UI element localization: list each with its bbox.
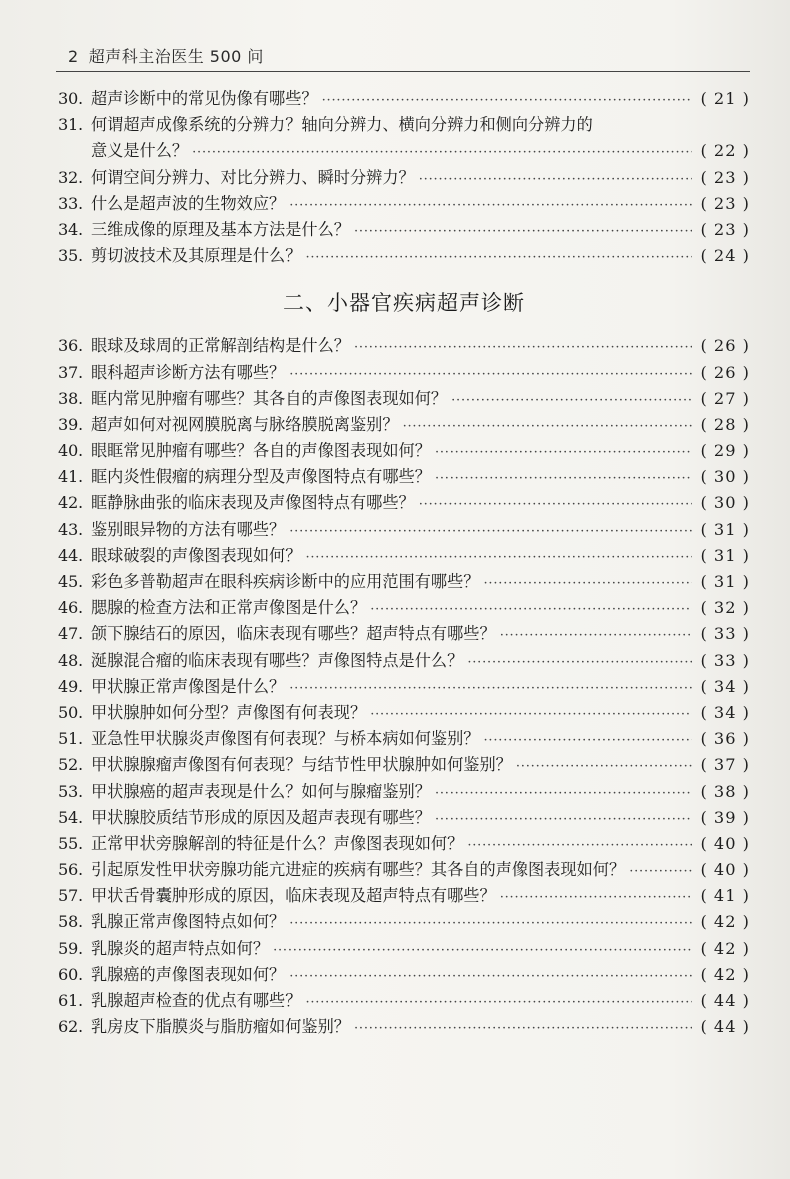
entry-title: 乳腺炎的超声特点如何？	[91, 938, 270, 958]
entry-title: 眶内常见肿瘤有哪些？其各自的声像图表现如何？	[91, 388, 448, 408]
entry-title: 腮腺的检查方法和正常声像图是什么？	[91, 598, 367, 618]
toc-entry[interactable]	[58, 857, 750, 883]
entry-number: 31.	[58, 115, 83, 135]
entry-title: 眼科超声诊断方法有哪些？	[91, 362, 286, 382]
entry-number: 38.	[58, 388, 83, 408]
entry-number: 57.	[58, 886, 83, 906]
entry-page-number: ( 31 )	[700, 572, 750, 591]
dot-leader	[354, 335, 692, 361]
entry-number: 42.	[58, 493, 83, 513]
entry-page-number: ( 26 )	[700, 362, 750, 382]
entry-page-number: ( 40 )	[700, 833, 750, 853]
entry-number: 61.	[58, 991, 83, 1010]
entry-title: 正常甲状旁腺解剖的特征是什么？声像图表现如何？	[91, 833, 464, 853]
dot-leader	[516, 754, 692, 780]
entry-title: 乳腺癌的声像图表现如何？	[91, 964, 286, 984]
toc-entry[interactable]	[58, 1014, 750, 1040]
entry-page-number: ( 36 )	[700, 729, 750, 749]
entry-page-number: ( 27 )	[700, 388, 750, 408]
entry-number: 41.	[58, 467, 83, 487]
toc-entry[interactable]	[58, 243, 750, 269]
toc-entry[interactable]	[58, 543, 750, 569]
entry-title: 什么是超声波的生物效应？	[91, 193, 286, 213]
dot-leader	[370, 597, 692, 623]
dot-leader	[435, 807, 692, 833]
toc-entry[interactable]	[58, 883, 750, 909]
entry-number: 34.	[58, 219, 83, 239]
dot-leader	[500, 623, 692, 649]
entry-page-number: ( 22 )	[700, 141, 750, 161]
entry-page-number: ( 39 )	[700, 807, 750, 827]
dot-leader	[192, 140, 692, 166]
entry-page-number: ( 41 )	[700, 886, 750, 906]
toc-entry[interactable]	[58, 700, 750, 726]
entry-number: 48.	[58, 650, 83, 670]
toc-entry[interactable]	[58, 165, 750, 191]
toc-entry[interactable]	[58, 674, 750, 700]
entry-title-continuation: 意义是什么？	[91, 141, 189, 161]
entry-title: 亚急性甲状腺炎声像图有何表现？与桥本病如何鉴别？	[91, 729, 480, 749]
entry-title: 超声诊断中的常见伪像有哪些？	[91, 89, 318, 108]
entry-title: 甲状腺胶质结节形成的原因及超声表现有哪些？	[91, 807, 431, 827]
dot-leader	[629, 859, 692, 885]
toc-entry[interactable]	[58, 112, 750, 138]
dot-leader	[289, 964, 692, 990]
toc-entry[interactable]	[58, 595, 750, 621]
entry-number: 30.	[58, 89, 83, 108]
section-heading: 二、小器官疾病超声诊断	[283, 291, 525, 316]
toc-entry[interactable]	[58, 360, 750, 386]
toc-entry[interactable]	[58, 909, 750, 935]
dot-leader	[289, 911, 692, 937]
entry-number: 47.	[58, 624, 83, 644]
entry-page-number: ( 34 )	[700, 676, 750, 696]
toc-entry[interactable]	[58, 333, 750, 359]
entry-page-number: ( 42 )	[700, 964, 750, 984]
toc-entry[interactable]	[58, 621, 750, 647]
entry-number: 58.	[58, 912, 83, 932]
entry-title: 何谓超声成像系统的分辨力？轴向分辨力、横向分辨力和侧向分辨力的	[91, 115, 593, 135]
entry-title: 甲状腺肿如何分型？声像图有何表现？	[91, 702, 367, 722]
toc-entry[interactable]	[58, 779, 750, 805]
dot-leader	[467, 833, 692, 859]
entry-page-number: ( 44 )	[700, 1017, 750, 1037]
entry-number: 55.	[58, 833, 83, 853]
toc-entry[interactable]	[58, 648, 750, 674]
entry-title: 引起原发性甲状旁腺功能亢进症的疾病有哪些？其各自的声像图表现如何？	[91, 860, 626, 880]
entry-title: 超声如何对视网膜脱离与脉络膜脱离鉴别？	[91, 414, 399, 434]
entry-title: 眶内炎性假瘤的病理分型及声像图特点有哪些？	[91, 467, 431, 487]
dot-leader	[451, 388, 692, 414]
entry-title: 眶静脉曲张的临床表现及声像图特点有哪些？	[91, 493, 415, 513]
dot-leader	[419, 492, 692, 518]
dot-leader	[289, 676, 692, 702]
entry-page-number: ( 29 )	[700, 441, 750, 461]
entry-title: 眼眶常见肿瘤有哪些？各自的声像图表现如何？	[91, 441, 431, 461]
entry-title: 剪切波技术及其原理是什么？	[91, 246, 302, 266]
dot-leader	[500, 885, 692, 911]
toc-entry[interactable]	[58, 805, 750, 831]
entry-page-number: ( 33 )	[700, 650, 750, 670]
toc-entry[interactable]	[58, 752, 750, 778]
entry-number: 51.	[58, 729, 83, 749]
entry-title: 三维成像的原理及基本方法是什么？	[91, 219, 350, 239]
toc-entry[interactable]	[58, 217, 750, 243]
dot-leader	[484, 728, 693, 754]
entry-title: 乳房皮下脂膜炎与脂肪瘤如何鉴别？	[91, 1017, 350, 1037]
entry-page-number: ( 34 )	[700, 702, 750, 722]
toc-group-1	[58, 86, 750, 269]
entry-title: 颌下腺结石的原因，临床表现有哪些？超声特点有哪些？	[91, 624, 496, 644]
dot-leader	[305, 990, 692, 1016]
dot-leader	[370, 702, 692, 728]
toc-entry-continuation[interactable]	[58, 138, 750, 164]
entry-title: 何谓空间分辨力、对比分辨力、瞬时分辨力？	[91, 167, 415, 187]
toc-entry[interactable]	[58, 86, 750, 112]
entry-number: 45.	[58, 572, 83, 591]
entry-page-number: ( 33 )	[700, 624, 750, 644]
entry-number: 35.	[58, 246, 83, 266]
toc-entry[interactable]	[58, 386, 750, 412]
book-title: 超声科主治医生 500 问	[88, 47, 264, 66]
entry-page-number: ( 24 )	[700, 246, 750, 266]
dot-leader	[322, 88, 692, 114]
dot-leader	[289, 519, 692, 545]
entry-title: 彩色多普勒超声在眼科疾病诊断中的应用范围有哪些？	[91, 572, 480, 591]
dot-leader	[435, 466, 692, 492]
toc-entry[interactable]	[58, 517, 750, 543]
entry-page-number: ( 32 )	[700, 598, 750, 618]
entry-number: 50.	[58, 702, 83, 722]
entry-number: 62.	[58, 1017, 83, 1037]
dot-leader	[484, 571, 693, 597]
entry-title: 甲状腺腺瘤声像图有何表现？与结节性甲状腺肿如何鉴别？	[91, 755, 512, 775]
entry-page-number: ( 23 )	[700, 167, 750, 187]
toc-entry[interactable]	[58, 831, 750, 857]
dot-leader	[305, 545, 692, 571]
entry-title: 眼球破裂的声像图表现如何？	[91, 545, 302, 565]
entry-number: 53.	[58, 781, 83, 801]
dot-leader	[289, 362, 692, 388]
entry-title: 甲状腺正常声像图是什么？	[91, 676, 286, 696]
running-head	[68, 44, 748, 67]
entry-page-number: ( 40 )	[700, 860, 750, 880]
toc-entry[interactable]	[58, 988, 750, 1014]
dot-leader	[354, 1016, 692, 1042]
entry-title: 涎腺混合瘤的临床表现有哪些？声像图特点是什么？	[91, 650, 464, 670]
entry-page-number: ( 23 )	[700, 219, 750, 239]
toc-entry[interactable]	[58, 438, 750, 464]
dot-leader	[305, 245, 692, 271]
entry-page-number: ( 31 )	[700, 519, 750, 539]
dot-leader	[403, 414, 692, 440]
entry-title: 眼球及球周的正常解剖结构是什么？	[91, 336, 350, 356]
entry-page-number: ( 28 )	[700, 414, 750, 434]
dot-leader	[354, 219, 692, 245]
entry-page-number: ( 23 )	[700, 193, 750, 213]
entry-title: 甲状舌骨囊肿形成的原因，临床表现及超声特点有哪些？	[91, 886, 496, 906]
entry-page-number: ( 30 )	[700, 493, 750, 513]
page-number: 2	[68, 47, 79, 66]
entry-number: 33.	[58, 193, 83, 213]
entry-title: 甲状腺癌的超声表现是什么？如何与腺瘤鉴别？	[91, 781, 431, 801]
header-rule	[56, 71, 750, 72]
dot-leader	[435, 781, 692, 807]
toc-group-2	[58, 333, 750, 1040]
table-of-contents	[58, 86, 750, 1040]
entry-title: 乳腺超声检查的优点有哪些？	[91, 991, 302, 1010]
entry-page-number: ( 26 )	[700, 336, 750, 356]
toc-entry[interactable]	[58, 936, 750, 962]
entry-number: 49.	[58, 676, 83, 696]
toc-entry[interactable]	[58, 962, 750, 988]
entry-page-number: ( 42 )	[700, 938, 750, 958]
entry-title: 乳腺正常声像图特点如何？	[91, 912, 286, 932]
entry-title: 鉴别眼异物的方法有哪些？	[91, 519, 286, 539]
entry-page-number: ( 37 )	[700, 755, 750, 775]
entry-number: 37.	[58, 362, 83, 382]
toc-entry[interactable]	[58, 464, 750, 490]
dot-leader	[273, 938, 692, 964]
entry-number: 39.	[58, 414, 83, 434]
toc-entry[interactable]	[58, 569, 750, 595]
entry-number: 44.	[58, 545, 83, 565]
entry-number: 43.	[58, 519, 83, 539]
entry-page-number: ( 21 )	[700, 89, 750, 108]
entry-page-number: ( 42 )	[700, 912, 750, 932]
entry-page-number: ( 38 )	[700, 781, 750, 801]
entry-number: 52.	[58, 755, 83, 775]
toc-entry[interactable]	[58, 490, 750, 516]
entry-number: 60.	[58, 964, 83, 984]
entry-page-number: ( 30 )	[700, 467, 750, 487]
dot-leader	[435, 440, 692, 466]
entry-number: 46.	[58, 598, 83, 618]
entry-number: 40.	[58, 441, 83, 461]
toc-entry[interactable]	[58, 191, 750, 217]
entry-number: 56.	[58, 860, 83, 880]
toc-entry[interactable]	[58, 412, 750, 438]
dot-leader	[419, 167, 692, 193]
entry-number: 54.	[58, 807, 83, 827]
entry-page-number: ( 44 )	[700, 991, 750, 1010]
entry-number: 59.	[58, 938, 83, 958]
entry-page-number: ( 31 )	[700, 545, 750, 565]
dot-leader	[467, 650, 692, 676]
entry-number: 36.	[58, 336, 83, 356]
entry-number: 32.	[58, 167, 83, 187]
toc-entry[interactable]	[58, 726, 750, 752]
dot-leader	[289, 193, 692, 219]
